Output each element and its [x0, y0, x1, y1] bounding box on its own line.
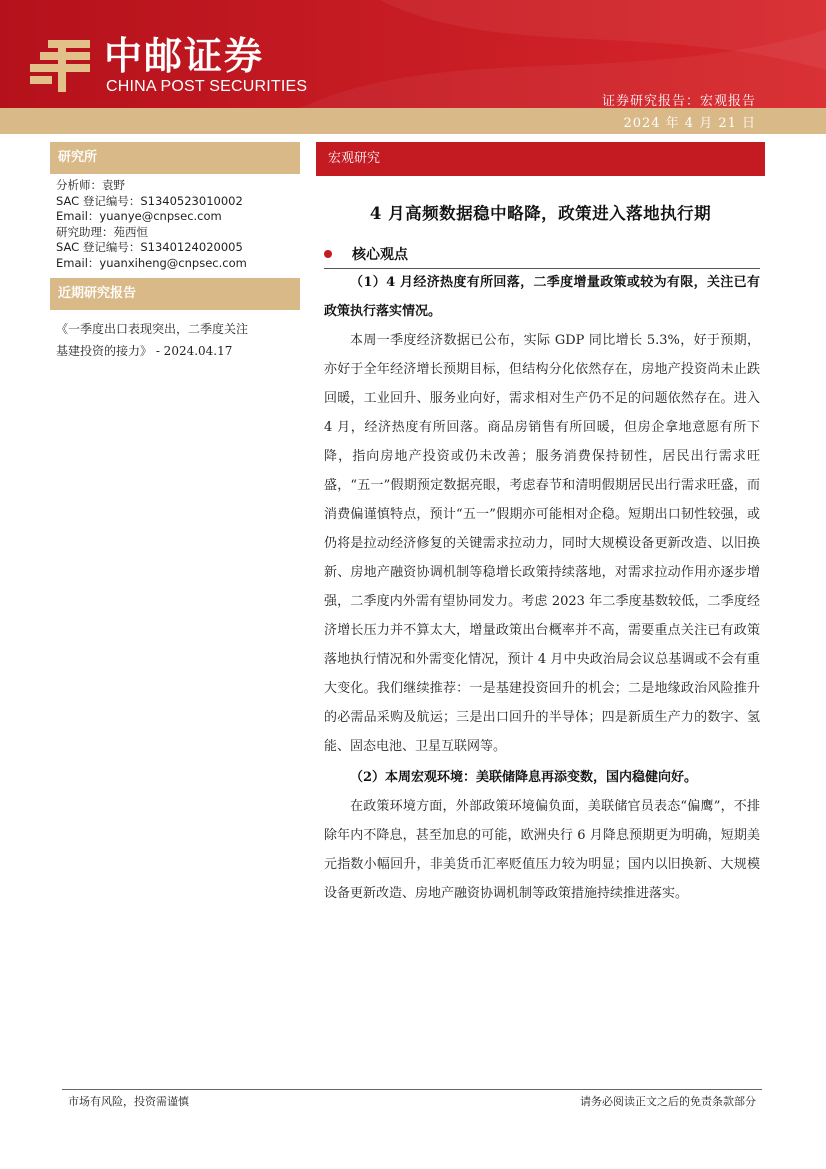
- section-paragraph: 在政策环境方面，外部政策环境偏负面，美联储官员表态“偏鹰”，不排除年内不降息，甚至加息的可能，欧洲央行 6 月降息预期更为明确，短期美元指数小幅回升，非美货币汇率贬值压力较为明显；国内以旧换新、大规模设备更新改造、房地产融资协调机制等政策措施持续推进落实。: [324, 799, 760, 901]
- analyst-email: Email：yuanye@cnpsec.com: [56, 209, 222, 223]
- footer-divider: [62, 1089, 762, 1090]
- risk-disclaimer: 市场有风险，投资需谨慎: [68, 1095, 189, 1108]
- header-banner: [0, 0, 826, 108]
- core-views-heading: [324, 244, 760, 269]
- assistant-email: Email：yuanxiheng@cnpsec.com: [56, 255, 247, 270]
- institute-header: 研究所: [50, 142, 300, 174]
- section-heading: （1）4 月经济热度有所回落，二季度增量政策或较为有限，关注已有政策执行落实情况。: [324, 275, 760, 319]
- bullet-dot-icon: [324, 250, 332, 258]
- disclaimer-notice: 请务必阅读正文之后的免责条款部分: [580, 1095, 756, 1108]
- china-post-logo-icon: [26, 38, 98, 94]
- report-date: 2024 年 4 月 21 日: [623, 116, 756, 131]
- analyst-sac-number: SAC 登记编号：S1340523010002: [56, 193, 243, 208]
- recent-report-line: 《一季度出口表现突出，二季度关注: [56, 322, 249, 336]
- category-bar: 宏观研究: [316, 142, 765, 176]
- brand-name-chinese: 中邮证券: [104, 34, 265, 78]
- report-type: 证券研究报告：宏观报告: [601, 94, 756, 108]
- analyst-info: [56, 178, 306, 271]
- brand-name-english: CHINA POST SECURITIES: [106, 78, 308, 95]
- recent-reports-header: 近期研究报告: [50, 278, 300, 310]
- section-heading: （2）本周宏观环境：美联储降息再添变数，国内稳健向好。: [350, 770, 698, 785]
- report-body: [324, 268, 760, 908]
- report-title: 4 月高频数据稳中略降，政策进入落地执行期: [369, 204, 712, 223]
- core-views-label: 核心观点: [352, 247, 408, 263]
- assistant-sac-number: SAC 登记编号：S1340124020005: [56, 240, 243, 254]
- section-paragraph: 本周一季度经济数据已公布，实际 GDP 同比增长 5.3%，好于预期，亦好于全年经济增长预期目标，但结构分化依然存在，房地产投资尚未止跌回暖，工业回升、服务业向好，需求相对生产仍不足的问题依然存在。进入 4 月，经济热度有所回落。商品房销售有所回暖，但房企拿地意愿有所下降，指向房地产投资或仍未改善；服务消费保持韧性，居民出行需求旺盛，“五一”假期预定数据亮眼，考虑春节和清明假期居民出行需求旺盛，而消费偏谨慎特点，预计“五一”假期亦可能相对企稳。短期出口韧性较强，或仍将是拉动经济修复的关键需求拉动力，同时大规模设备更新改造、以旧换新、房地产融资协调机制等稳增长政策持续落地，对需求拉动作用亦逐步增强，二季度内外需有望协同发力。考虑 2023 年二季度基数较低，二季度经济增长压力并不算太大，增量政策出台概率并不高，需要重点关注已有政策落地执行情况和外需变化情况，预计 4 月中央政治局会议总基调或不会有重大变化。我们继续推荐：一是基建投资回升的机会；二是地缘政治风险推升的必需品采购及航运；三是出口回升的半导体；四是新质生产力的数字、氢能、固态电池、卫星互联网等。: [324, 333, 760, 754]
- analyst-name: 分析师：袁野: [56, 178, 125, 192]
- recent-report-link[interactable]: [56, 318, 296, 362]
- assistant-name: 研究助理：苑西恒: [56, 224, 148, 239]
- recent-report-line: 基建投资的接力》 - 2024.04.17: [56, 344, 233, 358]
